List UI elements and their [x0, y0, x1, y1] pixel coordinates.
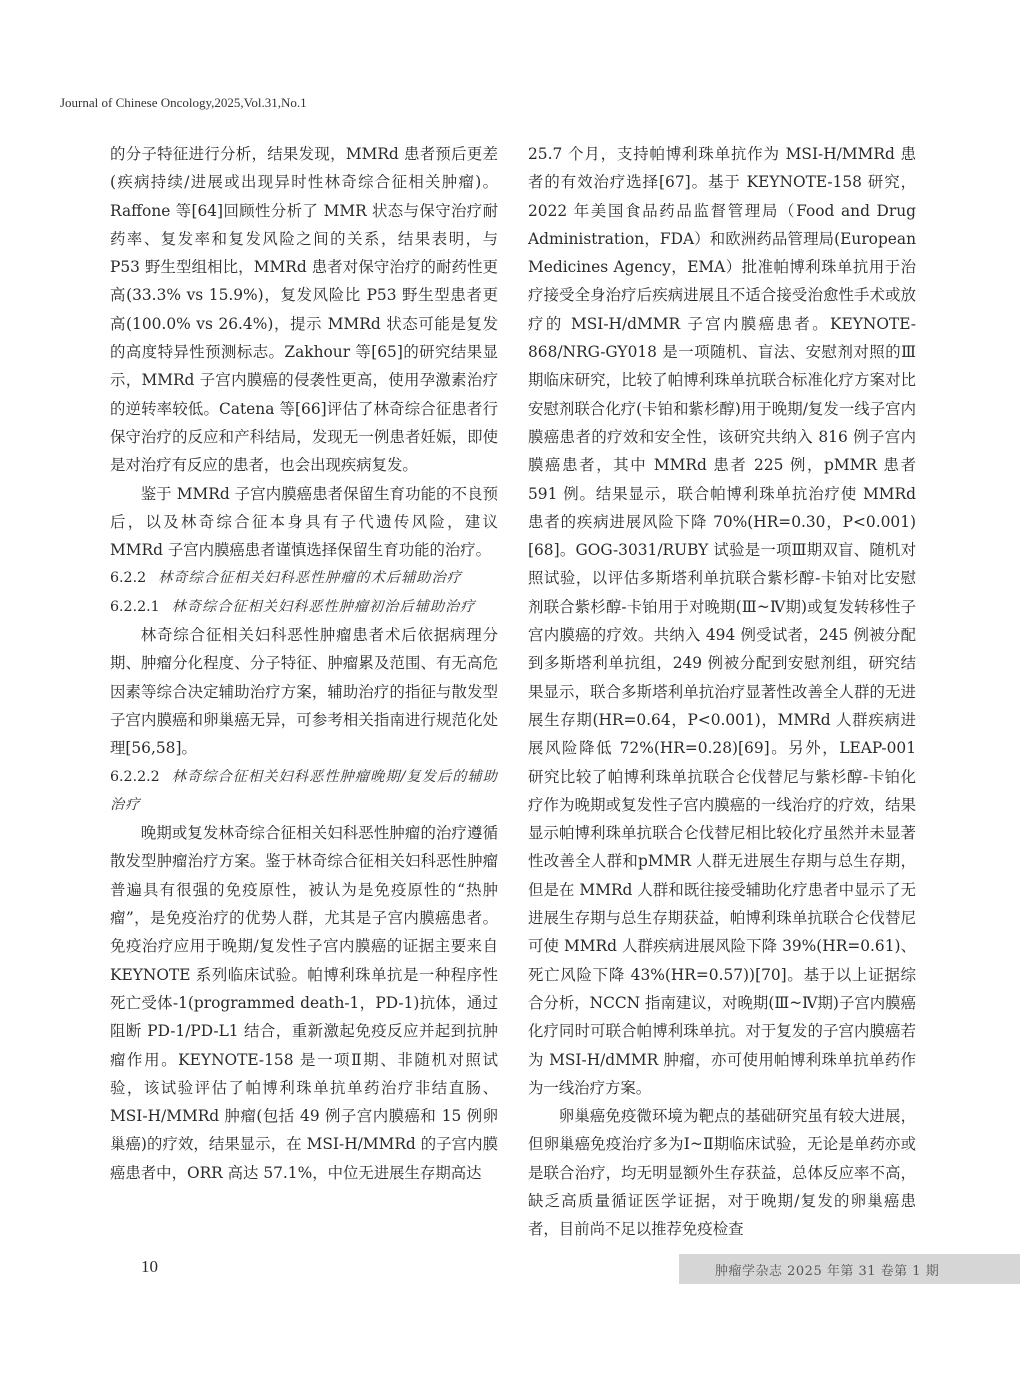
paragraph: 晚期或复发林奇综合征相关妇科恶性肿瘤的治疗遵循散发型肿瘤治疗方案。鉴于林奇综合征相关妇科恶性肿瘤普遍具有很强的免疫原性，被认为是免疫原性的“热肿瘤”，是免疫治疗的优势人群，尤其是子宫内膜癌患者。免疫治疗应用于晚期/复发性子宫内膜癌的证据主要来自 KEYNOTE 系列临床试验。帕博利珠单抗是一种程序性死亡受体-1(programmed death-1，PD-1)抗体，通过阻断 PD-1/PD-L1 结合，重新激起免疫反应并起到抗肿瘤作用。KEYNOTE-158 是一项Ⅱ期、非随机对照试验，该试验评估了帕博利珠单抗单药治疗非结直肠、MSI-H/MMRd 肿瘤(包括 49 例子宫内膜癌和 15 例卵巢癌)的疗效，结果显示，在 MSI-H/MMRd 的子宫内膜癌患者中，ORR 高达 57.1%，中位无进展生存期高达	[110, 824, 498, 1182]
running-head: Journal of Chinese Oncology,2025,Vol.31,No.1	[60, 95, 307, 110]
section-title: 林奇综合征相关妇科恶性肿瘤的术后辅助治疗	[158, 570, 462, 587]
section-heading-6-2-2-1	[110, 593, 498, 621]
section-title: 林奇综合征相关妇科恶性肿瘤初治后辅助治疗	[171, 598, 476, 615]
paragraph: 25.7 个月，支持帕博利珠单抗作为 MSI-H/MMRd 患者的有效治疗选择[67]。基于 KEYNOTE-158 研究，2022 年美国食品药品监督管理局（Food and Drug Administration，FDA）和欧洲药品管理局(European Medicines Agency，EMA）批准帕博利珠单抗用于治疗接受全身治疗后疾病进展且不适合接受治愈性手术或放疗的 MSI-H/dMMR 子宫内膜癌患者。KEYNOTE-868/NRG-GY018 是一项随机、盲法、安慰剂对照的Ⅲ期临床研究，比较了帕博利珠单抗联合标准化疗方案对比安慰剂联合化疗(卡铂和紫杉醇)用于晚期/复发一线子宫内膜癌患者的疗效和安全性，该研究共纳入 816 例子宫内膜癌患者，其中 MMRd 患者 225 例，pMMR 患者 591 例。结果显示，联合帕博利珠单抗治疗使 MMRd 患者的疾病进展风险下降 70%(HR=0.30，P<0.001)[68]。GOG-3031/RUBY 试验是一项Ⅲ期双盲、随机对照试验，以评估多斯塔利单抗联合紫杉醇-卡铂对比安慰剂联合紫杉醇-卡铂用于对晚期(Ⅲ~Ⅳ期)或复发转移性子宫内膜癌的疗效。共纳入 494 例受试者，245 例被分配到多斯塔利单抗组，249 例被分配到安慰剂组，研究结果显示，联合多斯塔利单抗治疗显著性改善全人群的无进展生存期(HR=0.64，P<0.001)，MMRd 人群疾病进展风险降低 72%(HR=0.28)[69]。另外，LEAP-001 研究比较了帕博利珠单抗联合仑伐替尼与紫杉醇-卡铂化疗作为晚期或复发性子宫内膜癌的一线治疗的疗效，结果显示帕博利珠单抗联合仑伐替尼相比较化疗虽然并未显著性改善全人群和pMMR 人群无进展生存期与总生存期，但是在 MMRd 人群和既往接受辅助化疗患者中显示了无进展生存期与总生存期获益，帕博利珠单抗联合仑伐替尼可使 MMRd 人群疾病进展风险下降 39%(HR=0.61)、死亡风险下降 43%(HR=0.57))[70]。基于以上证据综合分析，NCCN 指南建议，对晚期(Ⅲ~Ⅳ期)子宫内膜癌化疗同时可联合帕博利珠单抗。对于复发的子宫内膜癌若为 MSI-H/dMMR 肿瘤，亦可使用帕博利珠单抗单药作为一线治疗方案。	[528, 145, 916, 1097]
journal-issue-label: 肿瘤学杂志 2025 年第 31 卷第 1 期	[715, 1264, 940, 1279]
paragraph: 的分子特征进行分析，结果发现，MMRd 患者预后更差(疾病持续/进展或出现异时性林奇综合征相关肿瘤)。Raffone 等[64]回顾性分析了 MMR 状态与保守治疗耐药率、复发率和复发风险之间的关系，结果表明，与 P53 野生型组相比，MMRd 患者对保守治疗的耐药性更高(33.3% vs 15.9%)，复发风险比 P53 野生型患者更高(100.0% vs 26.4%)，提示 MMRd 状态可能是复发的高度特异性预测标志。Zakhour 等[65]的研究结果显示，MMRd 子宫内膜癌的侵袭性更高，使用孕激素治疗的逆转率较低。Catena 等[66]评估了林奇综合征患者行保守治疗的反应和产科结局，发现无一例患者妊娠，即使是对治疗有反应的患者，也会出现疾病复发。	[110, 145, 498, 475]
left-column	[110, 140, 498, 1187]
section-title: 林奇综合征相关妇科恶性肿瘤晚期/复发后的辅助治疗	[110, 768, 498, 813]
paragraph: 鉴于 MMRd 子宫内膜癌患者保留生育功能的不良预后，以及林奇综合征本身具有子代遗传风险，建议 MMRd 子宫内膜癌患者谨慎选择保留生育功能的治疗。	[110, 484, 498, 560]
paragraph: 林奇综合征相关妇科恶性肿瘤患者术后依据病理分期、肿瘤分化程度、分子特征、肿瘤累及范围、有无高危因素等综合决定辅助治疗方案，辅助治疗的指征与散发型子宫内膜癌和卵巢癌无异，可参考相关指南进行规范化处理[56,58]。	[110, 626, 498, 758]
page-number: 10	[141, 1257, 158, 1276]
right-column	[528, 140, 916, 1244]
section-number: 6.2.2.2	[110, 768, 160, 785]
section-number: 6.2.2.1	[110, 598, 160, 615]
section-heading-6-2-2-2	[110, 763, 498, 820]
paragraph: 卵巢癌免疫微环境为靶点的基础研究虽有较大进展，但卵巢癌免疫治疗多为Ⅰ~Ⅱ期临床试验，无论是单药亦或是联合治疗，均无明显额外生存获益，总体反应率不高，缺乏高质量循证医学证据，对于晚期/复发的卵巢癌患者，目前尚不足以推荐免疫检查	[528, 1107, 916, 1239]
footer-bar	[679, 1254, 1020, 1284]
section-heading-6-2-2	[110, 564, 498, 592]
section-number: 6.2.2	[110, 570, 147, 587]
